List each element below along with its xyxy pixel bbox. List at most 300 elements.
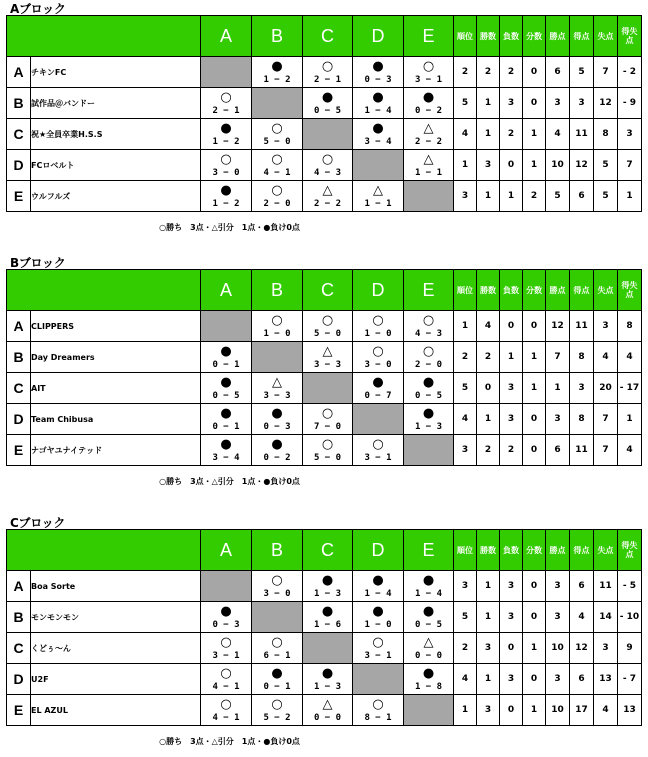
col-header-e: E — [404, 270, 454, 311]
result-score: 1 − 0 — [263, 329, 291, 339]
stat-wins: 1 — [477, 88, 500, 119]
stat-losses: 0 — [500, 633, 523, 664]
stat-wins: 2 — [477, 435, 500, 466]
result-score: 3 − 1 — [364, 453, 392, 463]
stat-goal-diff: - 10 — [618, 602, 642, 633]
stat-header-points: 勝点 — [546, 16, 570, 57]
stat-goals-for: 4 — [570, 602, 594, 633]
col-header-a: A — [201, 530, 252, 571]
result-cell — [353, 57, 404, 88]
self-match-cell — [201, 57, 252, 88]
stat-rank: 3 — [454, 181, 477, 212]
result-mark: ○ — [321, 152, 334, 167]
result-mark: ● — [220, 437, 232, 452]
stat-draws: 0 — [523, 571, 546, 602]
result-mark: ● — [372, 121, 384, 136]
stat-goals-against: 4 — [594, 342, 618, 373]
result-mark: ○ — [422, 313, 435, 328]
result-cell — [404, 633, 454, 664]
result-mark: △ — [322, 344, 333, 359]
result-mark: ● — [321, 90, 334, 105]
result-mark: ● — [321, 573, 334, 588]
result-score: 3 − 4 — [212, 453, 240, 463]
standings-table — [6, 529, 642, 726]
result-mark: ● — [372, 573, 384, 588]
stat-goal-diff: 9 — [618, 633, 642, 664]
stat-losses: 3 — [500, 571, 523, 602]
result-score: 4 − 3 — [414, 329, 443, 339]
stat-header-goal-diff: 得失点 — [618, 530, 642, 571]
self-match-cell — [303, 119, 353, 150]
stat-goal-diff: - 7 — [618, 664, 642, 695]
team-row — [7, 373, 642, 404]
stat-points: 6 — [546, 435, 570, 466]
result-mark: ● — [321, 604, 334, 619]
stat-losses: 2 — [500, 435, 523, 466]
result-cell — [252, 404, 303, 435]
team-name: 試作品＠バンドー — [31, 88, 201, 119]
stat-wins: 1 — [477, 602, 500, 633]
stat-goals-against: 7 — [594, 57, 618, 88]
stat-rank: 5 — [454, 88, 477, 119]
stat-draws: 2 — [523, 181, 546, 212]
result-cell — [303, 342, 353, 373]
stat-draws: 1 — [523, 695, 546, 726]
stat-wins: 1 — [477, 404, 500, 435]
stat-draws: 0 — [523, 404, 546, 435]
team-row — [7, 695, 642, 726]
result-score: 5 − 2 — [263, 713, 291, 723]
stat-goal-diff: 4 — [618, 342, 642, 373]
result-score: 4 − 3 — [313, 168, 342, 178]
result-score: 0 − 3 — [212, 620, 240, 630]
stat-wins: 3 — [477, 633, 500, 664]
stat-wins: 1 — [477, 181, 500, 212]
result-cell — [201, 88, 252, 119]
stat-losses: 1 — [500, 342, 523, 373]
stat-goal-diff: - 17 — [618, 373, 642, 404]
result-score: 1 − 2 — [212, 199, 240, 209]
result-score: 3 − 0 — [364, 360, 392, 370]
result-mark: ○ — [220, 635, 232, 650]
result-mark: ● — [321, 666, 334, 681]
result-cell — [404, 404, 454, 435]
stat-goals-against: 5 — [594, 181, 618, 212]
team-row — [7, 404, 642, 435]
team-name: ウルフルズ — [31, 181, 201, 212]
result-score: 4 − 1 — [212, 713, 240, 723]
result-mark: ○ — [372, 344, 384, 359]
result-score: 4 − 1 — [263, 168, 291, 178]
result-cell — [404, 342, 454, 373]
result-score: 1 − 3 — [313, 589, 342, 599]
result-cell — [353, 633, 404, 664]
result-score: 3 − 1 — [414, 75, 443, 85]
stat-goals-for: 6 — [570, 664, 594, 695]
result-mark: △ — [373, 183, 383, 198]
team-letter: B — [7, 602, 31, 633]
stat-goals-for: 8 — [570, 342, 594, 373]
result-mark: ○ — [271, 313, 283, 328]
stat-rank: 4 — [454, 404, 477, 435]
stat-goals-for: 12 — [570, 150, 594, 181]
result-cell — [201, 150, 252, 181]
stat-rank: 3 — [454, 435, 477, 466]
result-mark: ● — [372, 90, 384, 105]
result-cell — [353, 119, 404, 150]
result-cell — [404, 664, 454, 695]
result-mark: ● — [220, 183, 232, 198]
team-letter: A — [7, 57, 31, 88]
stat-losses: 3 — [500, 404, 523, 435]
stat-goals-for: 6 — [570, 571, 594, 602]
stat-points: 12 — [546, 311, 570, 342]
result-cell — [201, 695, 252, 726]
stat-rank: 2 — [454, 57, 477, 88]
stat-goals-for: 8 — [570, 404, 594, 435]
col-header-d: D — [353, 530, 404, 571]
stat-rank: 5 — [454, 602, 477, 633]
stat-header-losses: 負数 — [500, 16, 523, 57]
result-score: 1 − 4 — [414, 589, 443, 599]
col-header-b: B — [252, 270, 303, 311]
team-letter: C — [7, 119, 31, 150]
result-mark: △ — [423, 152, 434, 167]
result-score: 1 − 8 — [414, 682, 443, 692]
result-score: 3 − 1 — [364, 651, 392, 661]
team-row — [7, 571, 642, 602]
stat-draws: 0 — [523, 664, 546, 695]
result-cell — [353, 435, 404, 466]
stat-losses: 2 — [500, 57, 523, 88]
result-mark: ○ — [372, 697, 384, 712]
result-mark: ○ — [220, 697, 232, 712]
result-score: 6 − 1 — [263, 651, 291, 661]
result-cell — [252, 435, 303, 466]
header-corner — [7, 530, 201, 571]
col-header-b: B — [252, 530, 303, 571]
team-row — [7, 342, 642, 373]
stat-points: 3 — [546, 404, 570, 435]
result-cell — [353, 88, 404, 119]
result-cell — [404, 57, 454, 88]
result-mark: ● — [422, 406, 435, 421]
stat-wins: 2 — [477, 57, 500, 88]
result-mark: ● — [220, 406, 232, 421]
team-letter: E — [7, 181, 31, 212]
stat-goal-diff: - 9 — [618, 88, 642, 119]
stat-wins: 1 — [477, 571, 500, 602]
stat-goal-diff: - 2 — [618, 57, 642, 88]
team-letter: D — [7, 150, 31, 181]
stat-goals-against: 8 — [594, 119, 618, 150]
result-mark: ○ — [321, 437, 334, 452]
team-name: Team Chibusa — [31, 404, 201, 435]
stat-draws: 1 — [523, 150, 546, 181]
result-mark: ● — [422, 375, 435, 390]
result-score: 2 − 1 — [313, 75, 342, 85]
result-mark: ● — [422, 573, 435, 588]
legend: ○勝ち 3点・△引分 1点・●負け0点 — [159, 223, 300, 232]
team-name: チキンFC — [31, 57, 201, 88]
team-letter: A — [7, 571, 31, 602]
col-header-d: D — [353, 16, 404, 57]
result-cell — [353, 311, 404, 342]
stat-wins: 3 — [477, 695, 500, 726]
result-mark: ● — [422, 90, 435, 105]
stat-header-points: 勝点 — [546, 530, 570, 571]
stat-header-goal-diff: 得失点 — [618, 270, 642, 311]
col-header-e: E — [404, 530, 454, 571]
team-row — [7, 311, 642, 342]
result-mark: ● — [372, 375, 384, 390]
stat-goals-against: 3 — [594, 311, 618, 342]
result-mark: ● — [271, 406, 283, 421]
result-cell — [252, 571, 303, 602]
header-row — [7, 530, 642, 571]
team-row — [7, 88, 642, 119]
result-cell — [404, 119, 454, 150]
result-mark: ○ — [271, 183, 283, 198]
stat-header-losses: 負数 — [500, 530, 523, 571]
stat-goals-against: 13 — [594, 664, 618, 695]
result-score: 1 − 1 — [364, 199, 392, 209]
stat-losses: 2 — [500, 119, 523, 150]
result-score: 0 − 2 — [414, 106, 443, 116]
self-match-cell — [252, 342, 303, 373]
result-mark: ● — [271, 59, 283, 74]
result-cell — [353, 342, 404, 373]
self-match-cell — [404, 695, 454, 726]
result-mark: ○ — [220, 90, 232, 105]
team-name: U2F — [31, 664, 201, 695]
col-header-c: C — [303, 270, 353, 311]
team-name: モンモンモン — [31, 602, 201, 633]
team-name: CLIPPERS — [31, 311, 201, 342]
stat-points: 1 — [546, 373, 570, 404]
stat-goals-against: 3 — [594, 633, 618, 664]
stat-losses: 3 — [500, 664, 523, 695]
self-match-cell — [252, 88, 303, 119]
stat-losses: 3 — [500, 88, 523, 119]
result-cell — [252, 57, 303, 88]
stat-header-goals-for: 得点 — [570, 530, 594, 571]
result-score: 1 − 2 — [263, 75, 291, 85]
stat-goals-for: 11 — [570, 311, 594, 342]
result-score: 5 − 0 — [313, 329, 342, 339]
self-match-cell — [252, 602, 303, 633]
stat-points: 10 — [546, 633, 570, 664]
stat-goal-diff: 1 — [618, 181, 642, 212]
result-mark: ○ — [271, 635, 283, 650]
stat-draws: 0 — [523, 88, 546, 119]
self-match-cell — [353, 150, 404, 181]
self-match-cell — [353, 404, 404, 435]
result-cell — [252, 119, 303, 150]
result-cell — [404, 373, 454, 404]
result-cell — [201, 633, 252, 664]
result-mark: △ — [272, 375, 282, 390]
result-mark: ○ — [321, 313, 334, 328]
team-row — [7, 57, 642, 88]
result-cell — [353, 571, 404, 602]
result-score: 3 − 1 — [212, 651, 240, 661]
team-row — [7, 119, 642, 150]
stat-losses: 0 — [500, 150, 523, 181]
block-title: Cブロック — [10, 516, 66, 530]
stat-goal-diff: 8 — [618, 311, 642, 342]
self-match-cell — [353, 664, 404, 695]
stat-wins: 1 — [477, 119, 500, 150]
stat-goal-diff: 4 — [618, 435, 642, 466]
result-score: 1 − 4 — [364, 589, 392, 599]
result-score: 1 − 4 — [364, 106, 392, 116]
result-cell — [201, 404, 252, 435]
stat-header-goals-against: 失点 — [594, 16, 618, 57]
stat-losses: 3 — [500, 373, 523, 404]
stat-points: 5 — [546, 181, 570, 212]
stat-header-rank: 順位 — [454, 270, 477, 311]
stat-rank: 4 — [454, 664, 477, 695]
result-mark: ○ — [271, 573, 283, 588]
stat-header-goals-for: 得点 — [570, 16, 594, 57]
result-cell — [353, 695, 404, 726]
result-mark: ● — [220, 344, 232, 359]
stat-draws: 0 — [523, 57, 546, 88]
stat-points: 10 — [546, 695, 570, 726]
stat-rank: 3 — [454, 571, 477, 602]
result-score: 0 − 5 — [414, 391, 443, 401]
team-row — [7, 664, 642, 695]
result-mark: ○ — [422, 344, 435, 359]
stat-losses: 0 — [500, 311, 523, 342]
result-score: 0 − 5 — [313, 106, 342, 116]
stat-goal-diff: 13 — [618, 695, 642, 726]
result-score: 3 − 0 — [263, 589, 291, 599]
result-mark: ○ — [271, 152, 283, 167]
stat-wins: 4 — [477, 311, 500, 342]
result-score: 1 − 3 — [313, 682, 342, 692]
team-letter: E — [7, 695, 31, 726]
self-match-cell — [404, 181, 454, 212]
stat-points: 3 — [546, 571, 570, 602]
col-header-c: C — [303, 530, 353, 571]
result-score: 8 − 1 — [364, 713, 392, 723]
stat-goals-against: 5 — [594, 150, 618, 181]
result-score: 0 − 5 — [414, 620, 443, 630]
result-score: 0 − 2 — [263, 453, 291, 463]
result-score: 0 − 0 — [414, 651, 443, 661]
team-letter: B — [7, 342, 31, 373]
stat-draws: 1 — [523, 633, 546, 664]
result-mark: ● — [220, 375, 232, 390]
result-score: 1 − 2 — [212, 137, 240, 147]
result-mark: ○ — [372, 437, 384, 452]
stat-goals-for: 5 — [570, 57, 594, 88]
col-header-e: E — [404, 16, 454, 57]
result-mark: △ — [322, 183, 333, 198]
stat-points: 4 — [546, 119, 570, 150]
stat-header-goals-against: 失点 — [594, 270, 618, 311]
self-match-cell — [201, 571, 252, 602]
self-match-cell — [404, 435, 454, 466]
stat-header-wins: 勝数 — [477, 530, 500, 571]
stat-header-rank: 順位 — [454, 530, 477, 571]
result-mark: ○ — [372, 313, 384, 328]
result-cell — [252, 181, 303, 212]
stat-draws: 0 — [523, 311, 546, 342]
result-score: 0 − 3 — [364, 75, 392, 85]
result-score: 7 − 0 — [313, 422, 342, 432]
result-mark: ○ — [321, 59, 334, 74]
stat-goals-against: 4 — [594, 695, 618, 726]
result-mark: ○ — [220, 152, 232, 167]
stat-rank: 5 — [454, 373, 477, 404]
result-cell — [303, 88, 353, 119]
result-cell — [353, 373, 404, 404]
result-cell — [303, 181, 353, 212]
header-row — [7, 16, 642, 57]
stat-goals-for: 11 — [570, 119, 594, 150]
result-cell — [404, 571, 454, 602]
team-row — [7, 181, 642, 212]
team-name: くどぅ〜ん — [31, 633, 201, 664]
result-cell — [353, 181, 404, 212]
result-mark: △ — [423, 635, 434, 650]
result-cell — [303, 571, 353, 602]
result-score: 1 − 3 — [414, 422, 443, 432]
stat-rank: 1 — [454, 150, 477, 181]
result-score: 3 − 3 — [263, 391, 291, 401]
result-cell — [303, 602, 353, 633]
stat-goals-against: 11 — [594, 571, 618, 602]
result-cell — [201, 664, 252, 695]
stat-draws: 0 — [523, 602, 546, 633]
col-header-b: B — [252, 16, 303, 57]
result-cell — [201, 373, 252, 404]
stat-goals-against: 14 — [594, 602, 618, 633]
col-header-d: D — [353, 270, 404, 311]
stat-rank: 4 — [454, 119, 477, 150]
team-row — [7, 150, 642, 181]
standings-table — [6, 269, 642, 466]
result-cell — [252, 664, 303, 695]
stat-points: 6 — [546, 57, 570, 88]
stat-header-draws: 分数 — [523, 270, 546, 311]
result-cell — [252, 695, 303, 726]
result-mark: ○ — [372, 635, 384, 650]
team-row — [7, 633, 642, 664]
team-letter: D — [7, 664, 31, 695]
result-cell — [303, 664, 353, 695]
col-header-c: C — [303, 16, 353, 57]
stat-goals-against: 20 — [594, 373, 618, 404]
stat-wins: 2 — [477, 342, 500, 373]
team-name: FCロベルト — [31, 150, 201, 181]
stat-points: 3 — [546, 664, 570, 695]
stat-rank: 2 — [454, 342, 477, 373]
standings-table — [6, 15, 642, 212]
result-cell — [303, 695, 353, 726]
result-score: 1 − 0 — [364, 329, 392, 339]
team-name: 祝★全員卒業H.S.S — [31, 119, 201, 150]
result-cell — [252, 373, 303, 404]
self-match-cell — [201, 311, 252, 342]
team-letter: E — [7, 435, 31, 466]
legend: ○勝ち 3点・△引分 1点・●負け0点 — [159, 477, 300, 486]
stat-wins: 0 — [477, 373, 500, 404]
stat-losses: 0 — [500, 695, 523, 726]
